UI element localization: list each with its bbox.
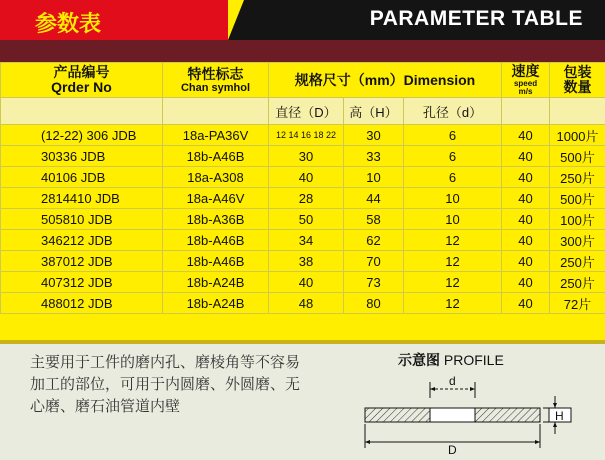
cell-diameter: 40 [269, 167, 344, 188]
cell-bore: 10 [404, 188, 502, 209]
header-dimension: 规格尺寸（mm）Dimension [269, 63, 502, 98]
subheader-empty [1, 98, 163, 125]
table-row [1, 293, 605, 314]
cell-bore: 6 [404, 167, 502, 188]
cell-height: 70 [344, 251, 404, 272]
profile-title: 示意图 PROFILE [398, 352, 504, 368]
description-text: 主要用于工件的磨内孔、磨棱角等不容易 加工的部位，可用于内圆磨、外圆磨、无 心磨、磨石油管道内壁 [30, 354, 301, 415]
cell-speed: 40 [502, 293, 550, 314]
cell-diameter: 38 [269, 251, 344, 272]
header-symbol: 特性标志 Chan symhol [163, 63, 269, 98]
subheader-empty [550, 98, 605, 125]
table-row [1, 272, 605, 293]
header-band [0, 40, 605, 62]
cell-order: 488012 JDB [1, 293, 163, 314]
cell-speed: 40 [502, 146, 550, 167]
cell-diameter: 28 [269, 188, 344, 209]
header-bar [0, 0, 605, 40]
subheader-bore: 孔径（d） [404, 98, 502, 125]
cell-speed: 40 [502, 272, 550, 293]
cell-height: 30 [344, 125, 404, 146]
subheader-empty [163, 98, 269, 125]
cell-speed: 40 [502, 251, 550, 272]
cell-pack: 500片 [550, 146, 605, 167]
cell-diameter: 50 [269, 209, 344, 230]
subheader-empty [502, 98, 550, 125]
cell-symbol: 18b-A24B [163, 293, 269, 314]
cell-symbol: 18a-PA36V [163, 125, 269, 146]
cell-height: 62 [344, 230, 404, 251]
cell-pack: 250片 [550, 272, 605, 293]
cell-speed: 40 [502, 209, 550, 230]
cell-bore: 6 [404, 146, 502, 167]
cell-height: 33 [344, 146, 404, 167]
cell-diameter: 34 [269, 230, 344, 251]
cell-diameter: 40 [269, 272, 344, 293]
subheader-height: 高（H） [344, 98, 404, 125]
table-row [1, 167, 605, 188]
cell-symbol: 18b-A46B [163, 251, 269, 272]
table-row [1, 230, 605, 251]
header-product: 产品编号 Qrder No [1, 63, 163, 98]
cell-symbol: 18a-A46V [163, 188, 269, 209]
cell-diameter: 30 [269, 146, 344, 167]
profile-diagram [355, 372, 590, 457]
cell-pack: 100片 [550, 209, 605, 230]
header-speed: 速度 speed m/s [502, 63, 550, 98]
parameter-table [0, 62, 605, 340]
table-row [1, 251, 605, 272]
description-panel [0, 344, 605, 460]
cell-symbol: 18b-A46B [163, 230, 269, 251]
cell-height: 73 [344, 272, 404, 293]
cell-bore: 6 [404, 125, 502, 146]
header-pack: 包装 数量 [550, 63, 605, 98]
cell-order: (12-22) 306 JDB [1, 125, 163, 146]
cell-diameter: 12 14 16 18 22 [269, 125, 344, 146]
table-row [1, 209, 605, 230]
cell-order: 40106 JDB [1, 167, 163, 188]
cell-order: 505810 JDB [1, 209, 163, 230]
cell-height: 44 [344, 188, 404, 209]
table-row [1, 188, 605, 209]
cell-pack: 500片 [550, 188, 605, 209]
cell-height: 80 [344, 293, 404, 314]
cell-order: 387012 JDB [1, 251, 163, 272]
cell-bore: 12 [404, 251, 502, 272]
cell-speed: 40 [502, 167, 550, 188]
cell-pack: 250片 [550, 167, 605, 188]
cell-order: 407312 JDB [1, 272, 163, 293]
cell-speed: 40 [502, 188, 550, 209]
cell-symbol: 18a-A308 [163, 167, 269, 188]
subheader-diameter: 直径（D） [269, 98, 344, 125]
cell-bore: 12 [404, 293, 502, 314]
cell-pack: 72片 [550, 293, 605, 314]
cell-symbol: 18b-A24B [163, 272, 269, 293]
cell-diameter: 48 [269, 293, 344, 314]
cell-height: 58 [344, 209, 404, 230]
cell-height: 10 [344, 167, 404, 188]
table-row [1, 146, 605, 167]
cell-speed: 40 [502, 230, 550, 251]
profile-label-H: H [555, 409, 564, 423]
cell-bore: 10 [404, 209, 502, 230]
cell-order: 30336 JDB [1, 146, 163, 167]
cell-speed: 40 [502, 125, 550, 146]
cell-order: 2814410 JDB [1, 188, 163, 209]
cell-pack: 250片 [550, 251, 605, 272]
cell-pack: 300片 [550, 230, 605, 251]
header-title-cn: 参数表 [35, 11, 102, 36]
cell-order: 346212 JDB [1, 230, 163, 251]
table-row [1, 125, 605, 146]
profile-label-D: D [448, 443, 457, 457]
header-title-en: PARAMETER TABLE [369, 7, 583, 30]
cell-symbol: 18b-A36B [163, 209, 269, 230]
cell-bore: 12 [404, 272, 502, 293]
cell-symbol: 18b-A46B [163, 146, 269, 167]
cell-bore: 12 [404, 230, 502, 251]
profile-label-d: d [449, 374, 456, 388]
cell-pack: 1000片 [550, 125, 605, 146]
